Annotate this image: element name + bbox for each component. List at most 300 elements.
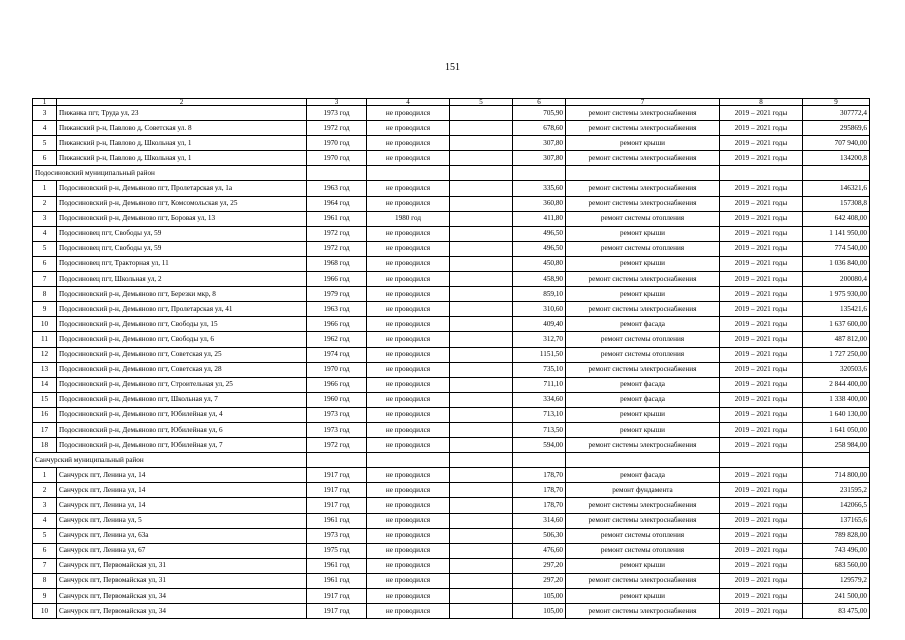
period-cell: 2019 – 2021 годы (720, 136, 803, 151)
repair-registry-table (32, 98, 870, 619)
last-repair-cell: не проводился (367, 151, 450, 166)
repair-type-cell: ремонт системы электроснабжения (566, 302, 720, 317)
last-repair-cell: не проводился (367, 392, 450, 407)
address-cell: Санчурск пгт, Ленина ул, 14 (57, 498, 307, 513)
cost-cell: 137165,6 (803, 513, 870, 528)
extra-cell (450, 422, 513, 437)
last-repair-cell: не проводился (367, 121, 450, 136)
period-cell: 2019 – 2021 годы (720, 241, 803, 256)
period-cell: 2019 – 2021 годы (720, 513, 803, 528)
last-repair-cell: не проводился (367, 332, 450, 347)
last-repair-cell: не проводился (367, 272, 450, 287)
repair-type-cell: ремонт системы отопления (566, 241, 720, 256)
build-year-cell: 1966 год (307, 272, 367, 287)
period-cell: 2019 – 2021 годы (720, 226, 803, 241)
cost-cell: 1 036 840,00 (803, 256, 870, 271)
row-number-cell: 12 (33, 347, 57, 362)
extra-cell (450, 347, 513, 362)
repair-type-cell: ремонт системы электроснабжения (566, 196, 720, 211)
last-repair-cell: не проводился (367, 468, 450, 483)
area-cell: 307,80 (513, 136, 566, 151)
row-number-cell: 1 (33, 468, 57, 483)
address-cell: Подосиновец пгт, Свободы ул, 59 (57, 241, 307, 256)
row-number-cell: 3 (33, 498, 57, 513)
build-year-cell: 1961 год (307, 573, 367, 588)
address-cell: Санчурск пгт, Первомайская ул, 31 (57, 573, 307, 588)
address-cell: Подосиновский р-н, Демьяново пгт, Юбилейная ул, 6 (57, 422, 307, 437)
build-year-cell: 1972 год (307, 121, 367, 136)
period-cell: 2019 – 2021 годы (720, 573, 803, 588)
last-repair-cell: не проводился (367, 498, 450, 513)
area-cell: 458,90 (513, 272, 566, 287)
row-number-cell: 8 (33, 573, 57, 588)
empty-cell (307, 166, 367, 181)
build-year-cell: 1962 год (307, 332, 367, 347)
last-repair-cell: не проводился (367, 136, 450, 151)
empty-cell (720, 166, 803, 181)
area-cell: 312,70 (513, 332, 566, 347)
area-cell: 411,80 (513, 211, 566, 226)
build-year-cell: 1917 год (307, 498, 367, 513)
period-cell: 2019 – 2021 годы (720, 151, 803, 166)
build-year-cell: 1968 год (307, 256, 367, 271)
repair-type-cell: ремонт фасада (566, 317, 720, 332)
column-number-row (33, 99, 870, 106)
last-repair-cell: не проводился (367, 377, 450, 392)
table-row (33, 211, 870, 226)
cost-cell: 774 540,00 (803, 241, 870, 256)
period-cell: 2019 – 2021 годы (720, 181, 803, 196)
extra-cell (450, 543, 513, 558)
period-cell: 2019 – 2021 годы (720, 468, 803, 483)
row-number-cell: 17 (33, 422, 57, 437)
table-row (33, 302, 870, 317)
repair-type-cell: ремонт системы электроснабжения (566, 151, 720, 166)
cost-cell: 1 975 930,00 (803, 287, 870, 302)
cost-cell: 142066,5 (803, 498, 870, 513)
row-number-cell: 3 (33, 211, 57, 226)
address-cell: Санчурск пгт, Ленина ул, 63а (57, 528, 307, 543)
build-year-cell: 1917 год (307, 589, 367, 604)
build-year-cell: 1964 год (307, 196, 367, 211)
extra-cell (450, 528, 513, 543)
last-repair-cell: не проводился (367, 317, 450, 332)
empty-cell (367, 453, 450, 468)
empty-cell (720, 453, 803, 468)
build-year-cell: 1966 год (307, 317, 367, 332)
area-cell: 713,50 (513, 422, 566, 437)
last-repair-cell: не проводился (367, 528, 450, 543)
address-cell: Подосиновский р-н, Демьяново пгт, Пролетарская ул, 1а (57, 181, 307, 196)
extra-cell (450, 407, 513, 422)
extra-cell (450, 438, 513, 453)
area-cell: 334,60 (513, 392, 566, 407)
build-year-cell: 1974 год (307, 347, 367, 362)
repair-type-cell: ремонт системы электроснабжения (566, 272, 720, 287)
extra-cell (450, 256, 513, 271)
address-cell: Подосиновский р-н, Демьяново пгт, Юбилейная ул, 7 (57, 438, 307, 453)
extra-cell (450, 241, 513, 256)
address-cell: Пижанка пгт, Труда ул, 23 (57, 106, 307, 121)
area-cell: 310,60 (513, 302, 566, 317)
table-row (33, 528, 870, 543)
row-number-cell: 14 (33, 377, 57, 392)
build-year-cell: 1961 год (307, 558, 367, 573)
area-cell: 496,50 (513, 226, 566, 241)
build-year-cell: 1917 год (307, 483, 367, 498)
column-number: 1 (33, 99, 57, 106)
address-cell: Подосиновский р-н, Демьяново пгт, Советская ул, 28 (57, 362, 307, 377)
row-number-cell: 5 (33, 528, 57, 543)
build-year-cell: 1963 год (307, 302, 367, 317)
extra-cell (450, 287, 513, 302)
table-row (33, 241, 870, 256)
repair-type-cell: ремонт фасада (566, 468, 720, 483)
repair-type-cell: ремонт системы электроснабжения (566, 573, 720, 588)
extra-cell (450, 136, 513, 151)
extra-cell (450, 151, 513, 166)
extra-cell (450, 483, 513, 498)
cost-cell: 1 640 130,00 (803, 407, 870, 422)
area-cell: 476,60 (513, 543, 566, 558)
area-cell: 178,70 (513, 483, 566, 498)
row-number-cell: 15 (33, 392, 57, 407)
table-row (33, 347, 870, 362)
extra-cell (450, 181, 513, 196)
district-name: Подосиновский муниципальный район (33, 166, 307, 181)
table-row (33, 256, 870, 271)
last-repair-cell: не проводился (367, 483, 450, 498)
table-row (33, 377, 870, 392)
empty-cell (513, 453, 566, 468)
address-cell: Подосиновский р-н, Демьяново пгт, Пролетарская ул, 41 (57, 302, 307, 317)
row-number-cell: 9 (33, 589, 57, 604)
cost-cell: 135421,6 (803, 302, 870, 317)
address-cell: Санчурск пгт, Ленина ул, 67 (57, 543, 307, 558)
repair-type-cell: ремонт системы электроснабжения (566, 438, 720, 453)
address-cell: Санчурск пгт, Ленина ул, 5 (57, 513, 307, 528)
address-cell: Санчурск пгт, Ленина ул, 14 (57, 483, 307, 498)
build-year-cell: 1979 год (307, 287, 367, 302)
area-cell: 713,10 (513, 407, 566, 422)
table-row (33, 392, 870, 407)
row-number-cell: 18 (33, 438, 57, 453)
cost-cell: 1 141 950,00 (803, 226, 870, 241)
address-cell: Подосиновский р-н, Демьяново пгт, Строительная ул, 25 (57, 377, 307, 392)
area-cell: 735,10 (513, 362, 566, 377)
repair-type-cell: ремонт системы отопления (566, 347, 720, 362)
row-number-cell: 4 (33, 226, 57, 241)
period-cell: 2019 – 2021 годы (720, 543, 803, 558)
extra-cell (450, 589, 513, 604)
address-cell: Подосиновский р-н, Демьяново пгт, Советская ул, 25 (57, 347, 307, 362)
last-repair-cell: не проводился (367, 513, 450, 528)
cost-cell: 487 812,00 (803, 332, 870, 347)
repair-type-cell: ремонт фасада (566, 392, 720, 407)
area-cell: 450,80 (513, 256, 566, 271)
cost-cell: 295869,6 (803, 121, 870, 136)
cost-cell: 146321,6 (803, 181, 870, 196)
address-cell: Подосиновский р-н, Демьяново пгт, Комсомольская ул, 25 (57, 196, 307, 211)
district-header-row (33, 166, 870, 181)
address-cell: Подосиновец пгт, Тракторная ул, 11 (57, 256, 307, 271)
build-year-cell: 1970 год (307, 362, 367, 377)
area-cell: 178,70 (513, 468, 566, 483)
repair-type-cell: ремонт крыши (566, 226, 720, 241)
area-cell: 1151,50 (513, 347, 566, 362)
extra-cell (450, 226, 513, 241)
build-year-cell: 1960 год (307, 392, 367, 407)
repair-type-cell: ремонт крыши (566, 256, 720, 271)
area-cell: 360,80 (513, 196, 566, 211)
last-repair-cell: не проводился (367, 226, 450, 241)
row-number-cell: 6 (33, 256, 57, 271)
address-cell: Пижанский р-н, Павлово д, Школьная ул, 1 (57, 136, 307, 151)
empty-cell (450, 453, 513, 468)
row-number-cell: 2 (33, 196, 57, 211)
cost-cell: 1 338 400,00 (803, 392, 870, 407)
address-cell: Санчурск пгт, Первомайская ул, 31 (57, 558, 307, 573)
address-cell: Подосиновский р-н, Демьяново пгт, Боровая ул, 13 (57, 211, 307, 226)
cost-cell: 714 800,00 (803, 468, 870, 483)
page-number: 151 (445, 62, 460, 73)
address-cell: Пижанский р-н, Павлово д, Советская ул. 8 (57, 121, 307, 136)
address-cell: Санчурск пгт, Ленина ул, 14 (57, 468, 307, 483)
cost-cell: 157308,8 (803, 196, 870, 211)
build-year-cell: 1970 год (307, 151, 367, 166)
area-cell: 678,60 (513, 121, 566, 136)
period-cell: 2019 – 2021 годы (720, 347, 803, 362)
address-cell: Подосиновский р-н, Демьяново пгт, Юбилейная ул, 4 (57, 407, 307, 422)
area-cell: 859,10 (513, 287, 566, 302)
row-number-cell: 7 (33, 272, 57, 287)
row-number-cell: 16 (33, 407, 57, 422)
table-row (33, 498, 870, 513)
area-cell: 496,50 (513, 241, 566, 256)
empty-cell (450, 166, 513, 181)
extra-cell (450, 513, 513, 528)
empty-cell (566, 453, 720, 468)
table-row (33, 181, 870, 196)
repair-type-cell: ремонт крыши (566, 136, 720, 151)
area-cell: 307,80 (513, 151, 566, 166)
build-year-cell: 1972 год (307, 241, 367, 256)
address-cell: Подосиновец пгт, Школьная ул, 2 (57, 272, 307, 287)
period-cell: 2019 – 2021 годы (720, 438, 803, 453)
area-cell: 105,00 (513, 589, 566, 604)
extra-cell (450, 317, 513, 332)
cost-cell: 1 727 250,00 (803, 347, 870, 362)
area-cell: 711,10 (513, 377, 566, 392)
table-row (33, 226, 870, 241)
repair-type-cell: ремонт фасада (566, 377, 720, 392)
build-year-cell: 1972 год (307, 438, 367, 453)
address-cell: Подосиновский р-н, Демьяново пгт, Свободы ул, 6 (57, 332, 307, 347)
row-number-cell: 1 (33, 181, 57, 196)
extra-cell (450, 106, 513, 121)
last-repair-cell: не проводился (367, 287, 450, 302)
last-repair-cell: не проводился (367, 106, 450, 121)
row-number-cell: 6 (33, 543, 57, 558)
row-number-cell: 9 (33, 302, 57, 317)
repair-type-cell: ремонт системы электроснабжения (566, 362, 720, 377)
cost-cell: 642 408,00 (803, 211, 870, 226)
extra-cell (450, 468, 513, 483)
repair-type-cell: ремонт крыши (566, 422, 720, 437)
last-repair-cell: не проводился (367, 438, 450, 453)
cost-cell: 707 940,00 (803, 136, 870, 151)
period-cell: 2019 – 2021 годы (720, 498, 803, 513)
period-cell: 2019 – 2021 годы (720, 196, 803, 211)
column-number: 7 (566, 99, 720, 106)
row-number-cell: 4 (33, 121, 57, 136)
row-number-cell: 7 (33, 558, 57, 573)
row-number-cell: 11 (33, 332, 57, 347)
last-repair-cell: не проводился (367, 181, 450, 196)
address-cell: Подосиновский р-н, Демьяново пгт, Березки мкр, 8 (57, 287, 307, 302)
table-row (33, 438, 870, 453)
row-number-cell: 13 (33, 362, 57, 377)
build-year-cell: 1973 год (307, 106, 367, 121)
address-cell: Санчурск пгт, Первомайская ул, 34 (57, 604, 307, 619)
extra-cell (450, 392, 513, 407)
cost-cell: 83 475,00 (803, 604, 870, 619)
table-row (33, 589, 870, 604)
area-cell: 178,70 (513, 498, 566, 513)
column-number: 4 (367, 99, 450, 106)
table-row (33, 272, 870, 287)
table-row (33, 317, 870, 332)
last-repair-cell: не проводился (367, 604, 450, 619)
repair-type-cell: ремонт фундамента (566, 483, 720, 498)
repair-type-cell: ремонт системы отопления (566, 211, 720, 226)
period-cell: 2019 – 2021 годы (720, 106, 803, 121)
repair-type-cell: ремонт системы электроснабжения (566, 181, 720, 196)
cost-cell: 258 984,00 (803, 438, 870, 453)
row-number-cell: 4 (33, 513, 57, 528)
column-number: 3 (307, 99, 367, 106)
extra-cell (450, 573, 513, 588)
period-cell: 2019 – 2021 годы (720, 362, 803, 377)
repair-type-cell: ремонт крыши (566, 407, 720, 422)
period-cell: 2019 – 2021 годы (720, 422, 803, 437)
empty-cell (367, 166, 450, 181)
extra-cell (450, 377, 513, 392)
build-year-cell: 1973 год (307, 422, 367, 437)
table-row (33, 422, 870, 437)
last-repair-cell: не проводился (367, 347, 450, 362)
period-cell: 2019 – 2021 годы (720, 377, 803, 392)
period-cell: 2019 – 2021 годы (720, 483, 803, 498)
last-repair-cell: не проводился (367, 256, 450, 271)
table-row (33, 573, 870, 588)
repair-type-cell: ремонт системы электроснабжения (566, 498, 720, 513)
table-row (33, 483, 870, 498)
row-number-cell: 10 (33, 604, 57, 619)
period-cell: 2019 – 2021 годы (720, 287, 803, 302)
empty-cell (513, 166, 566, 181)
last-repair-cell: не проводился (367, 543, 450, 558)
table-row (33, 121, 870, 136)
table-row (33, 196, 870, 211)
repair-type-cell: ремонт системы электроснабжения (566, 106, 720, 121)
table-row (33, 136, 870, 151)
cost-cell: 1 641 050,00 (803, 422, 870, 437)
period-cell: 2019 – 2021 годы (720, 558, 803, 573)
repair-type-cell: ремонт системы электроснабжения (566, 604, 720, 619)
row-number-cell: 10 (33, 317, 57, 332)
extra-cell (450, 272, 513, 287)
period-cell: 2019 – 2021 годы (720, 317, 803, 332)
cost-cell: 1 637 600,00 (803, 317, 870, 332)
empty-cell (566, 166, 720, 181)
table-row (33, 287, 870, 302)
cost-cell: 2 844 400,00 (803, 377, 870, 392)
build-year-cell: 1917 год (307, 604, 367, 619)
period-cell: 2019 – 2021 годы (720, 407, 803, 422)
last-repair-cell: не проводился (367, 558, 450, 573)
table-row (33, 543, 870, 558)
area-cell: 297,20 (513, 558, 566, 573)
area-cell: 409,40 (513, 317, 566, 332)
cost-cell: 683 560,00 (803, 558, 870, 573)
period-cell: 2019 – 2021 годы (720, 332, 803, 347)
extra-cell (450, 498, 513, 513)
table-row (33, 513, 870, 528)
repair-type-cell: ремонт крыши (566, 589, 720, 604)
repair-type-cell: ремонт крыши (566, 287, 720, 302)
address-cell: Подосиновский р-н, Демьяново пгт, Свободы ул, 15 (57, 317, 307, 332)
period-cell: 2019 – 2021 годы (720, 121, 803, 136)
build-year-cell: 1973 год (307, 528, 367, 543)
table-row (33, 362, 870, 377)
address-cell: Подосиновец пгт, Свободы ул, 59 (57, 226, 307, 241)
extra-cell (450, 332, 513, 347)
address-cell: Пижанский р-н, Павлово д, Школьная ул, 1 (57, 151, 307, 166)
build-year-cell: 1973 год (307, 407, 367, 422)
row-number-cell: 5 (33, 136, 57, 151)
extra-cell (450, 362, 513, 377)
cost-cell: 200080,4 (803, 272, 870, 287)
table-row (33, 468, 870, 483)
table-row (33, 407, 870, 422)
extra-cell (450, 604, 513, 619)
extra-cell (450, 121, 513, 136)
column-number: 8 (720, 99, 803, 106)
row-number-cell: 6 (33, 151, 57, 166)
period-cell: 2019 – 2021 годы (720, 589, 803, 604)
row-number-cell: 2 (33, 483, 57, 498)
extra-cell (450, 558, 513, 573)
cost-cell: 134200,8 (803, 151, 870, 166)
cost-cell: 241 500,00 (803, 589, 870, 604)
row-number-cell: 3 (33, 106, 57, 121)
build-year-cell: 1966 год (307, 377, 367, 392)
area-cell: 506,30 (513, 528, 566, 543)
extra-cell (450, 302, 513, 317)
last-repair-cell: не проводился (367, 241, 450, 256)
table-row (33, 106, 870, 121)
area-cell: 105,00 (513, 604, 566, 619)
build-year-cell: 1961 год (307, 513, 367, 528)
period-cell: 2019 – 2021 годы (720, 302, 803, 317)
period-cell: 2019 – 2021 годы (720, 272, 803, 287)
row-number-cell: 8 (33, 287, 57, 302)
cost-cell: 743 496,00 (803, 543, 870, 558)
cost-cell: 307772,4 (803, 106, 870, 121)
cost-cell: 789 828,00 (803, 528, 870, 543)
table-row (33, 151, 870, 166)
